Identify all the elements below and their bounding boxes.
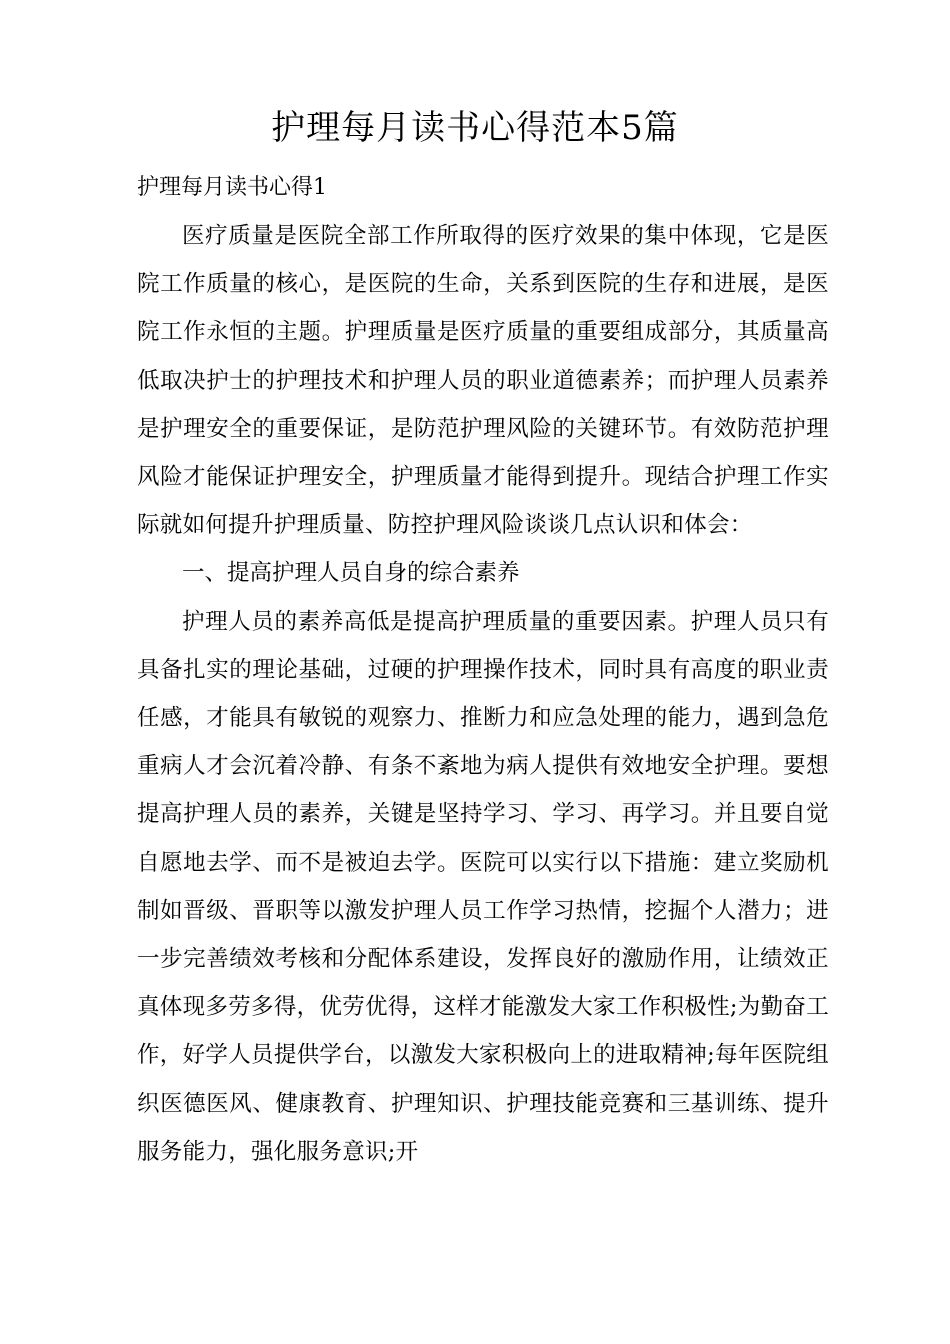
subheading-1: 一、提高护理人员自身的综合素养 bbox=[182, 560, 520, 587]
paragraph-quality: 护理人员的素养高低是提高护理质量的重要因素。护理人员只有具备扎实的理论基础，过硬的护理操作技术，同时具有高度的职业责任感，才能具有敏锐的观察力、推断力和应急处理的能力，遇到急危重病人才会沉着冷静、有条不紊地为病人提供有效地安全护理。要想提高护理人员的素养，关键是坚持学习、学习、再学习。并且要自觉自愿地去学、而不是被迫去学。医院可以实行以下措施：建立奖励机制如晋级、晋职等以激发护理人员工作学习热情，挖掘个人潜力；进一步完善绩效考核和分配体系建设，发挥良好的激励作用，让绩效正真体现多劳多得，优劳优得，这样才能激发大家工作积极性;为勤奋工作，好学人员提供学台，以激发大家积极向上的进取精神;每年医院组织医德医风、健康教育、护理知识、护理技能竞赛和三基训练、提升服务能力，强化服务意识;开 bbox=[137, 608, 829, 1165]
paragraph-intro: 医疗质量是医院全部工作所取得的医疗效果的集中体现，它是医院工作质量的核心，是医院的生命，关系到医院的生存和进展，是医院工作永恒的主题。护理质量是医疗质量的重要组成部分，其质量高低取决护士的护理技术和护理人员的职业道德素养；而护理人员素养是护理安全的重要保证，是防范护理风险的关键环节。有效防范护理风险才能保证护理安全，护理质量才能得到提升。现结合护理工作实际就如何提升护理质量、防控护理风险谈谈几点认识和体会： bbox=[137, 223, 829, 539]
document-title: 护理每月读书心得范本5篇 bbox=[271, 108, 679, 148]
document-body bbox=[137, 212, 829, 1176]
section-heading: 护理每月读书心得1 bbox=[137, 175, 327, 200]
